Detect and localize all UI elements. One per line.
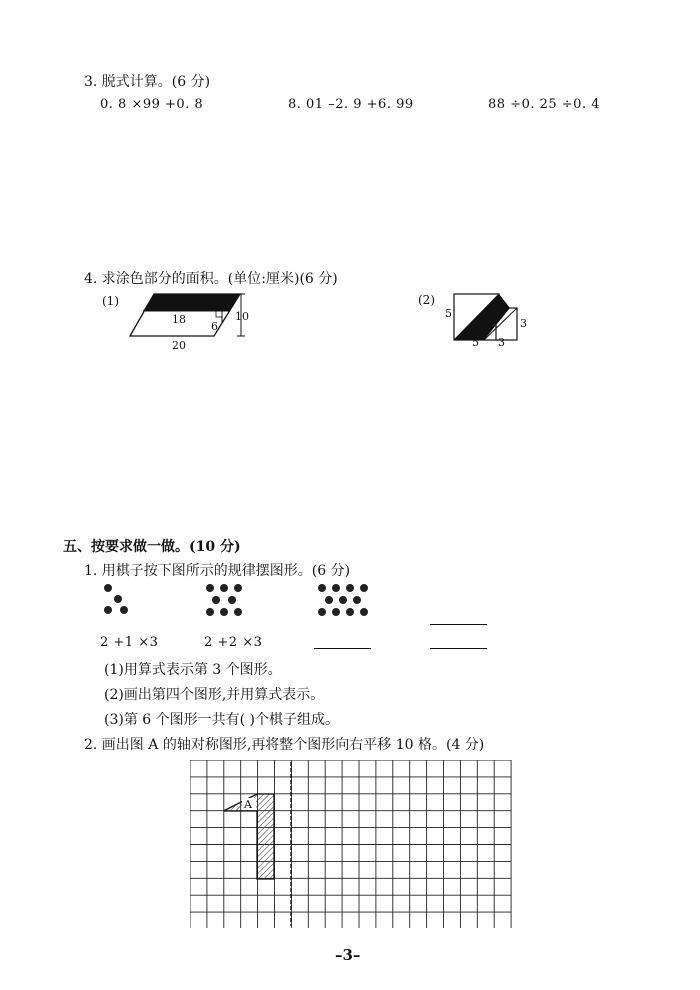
q3-expression-3: 88 ÷0. 25 ÷0. 4 bbox=[488, 97, 600, 112]
fig1-label: (1) bbox=[102, 294, 119, 308]
fig2-bottom-left: 5 bbox=[472, 336, 479, 348]
answer-blank-expr-4[interactable] bbox=[430, 648, 487, 649]
fig2-label: (2) bbox=[418, 293, 435, 307]
pattern-figure-3 bbox=[312, 580, 378, 622]
chess-piece bbox=[206, 608, 214, 616]
chess-piece bbox=[325, 596, 333, 604]
q3-title: 3. 脱式计算。(6 分) bbox=[84, 74, 211, 90]
chess-piece bbox=[346, 608, 354, 616]
s5-q1-sub3: (3)第 6 个图形一共有( )个棋子组成。 bbox=[104, 712, 340, 728]
fig1-shaded-region bbox=[143, 294, 240, 311]
q4-title: 4. 求涂色部分的面积。(单位:厘米)(6 分) bbox=[84, 271, 338, 287]
chess-piece bbox=[339, 596, 347, 604]
chess-piece bbox=[332, 584, 340, 592]
answer-blank-figure-4-drawing[interactable] bbox=[430, 624, 487, 625]
chess-piece bbox=[360, 608, 368, 616]
pattern-expr-2: 2 +2 ×3 bbox=[204, 635, 263, 650]
answer-blank-expr-3[interactable] bbox=[314, 648, 371, 649]
chess-piece bbox=[104, 606, 112, 614]
chess-piece bbox=[346, 584, 354, 592]
figure-a-label: A bbox=[244, 798, 252, 811]
chess-piece bbox=[212, 596, 220, 604]
pattern-figure-2 bbox=[200, 580, 250, 622]
chess-piece bbox=[234, 584, 242, 592]
q3-expression-1: 0. 8 ×99 +0. 8 bbox=[100, 97, 204, 112]
fig2-bottom-right: 3 bbox=[498, 336, 505, 348]
chess-piece bbox=[104, 584, 112, 592]
fig1-base: 20 bbox=[172, 339, 186, 352]
section5-title: 五、按要求做一做。(10 分) bbox=[63, 539, 241, 555]
q3-expression-2: 8. 01 –2. 9 +6. 99 bbox=[288, 97, 414, 112]
symmetry-grid[interactable] bbox=[190, 760, 512, 928]
fig1-height: 10 bbox=[235, 310, 249, 323]
page-number: –3– bbox=[335, 946, 361, 964]
s5-q2-title: 2. 画出图 A 的轴对称图形,再将整个图形向右平移 10 格。(4 分) bbox=[84, 737, 485, 753]
fig2-right-side: 3 bbox=[520, 317, 527, 330]
chess-piece bbox=[318, 608, 326, 616]
chess-piece bbox=[220, 584, 228, 592]
s5-q1-sub1: (1)用算式表示第 3 个图形。 bbox=[104, 662, 282, 678]
fig1-top-length: 18 bbox=[172, 313, 186, 326]
chess-piece bbox=[353, 596, 361, 604]
fig2-left-side: 5 bbox=[445, 307, 452, 320]
q4-figure-2 bbox=[414, 286, 534, 348]
pattern-expr-1: 2 +1 ×3 bbox=[100, 635, 159, 650]
q4-figure-1 bbox=[98, 286, 268, 356]
chess-piece bbox=[234, 608, 242, 616]
chess-piece bbox=[228, 596, 236, 604]
chess-piece bbox=[220, 608, 228, 616]
chess-piece bbox=[120, 606, 128, 614]
s5-q1-title: 1. 用棋子按下图所示的规律摆图形。(6 分) bbox=[84, 563, 351, 579]
fig1-small-height: 6 bbox=[211, 320, 218, 333]
chess-piece bbox=[206, 584, 214, 592]
chess-piece bbox=[114, 595, 122, 603]
chess-piece bbox=[332, 608, 340, 616]
pattern-figure-1 bbox=[96, 580, 136, 622]
chess-piece bbox=[360, 584, 368, 592]
chess-piece bbox=[318, 584, 326, 592]
s5-q1-sub2: (2)画出第四个图形,并用算式表示。 bbox=[104, 687, 325, 703]
